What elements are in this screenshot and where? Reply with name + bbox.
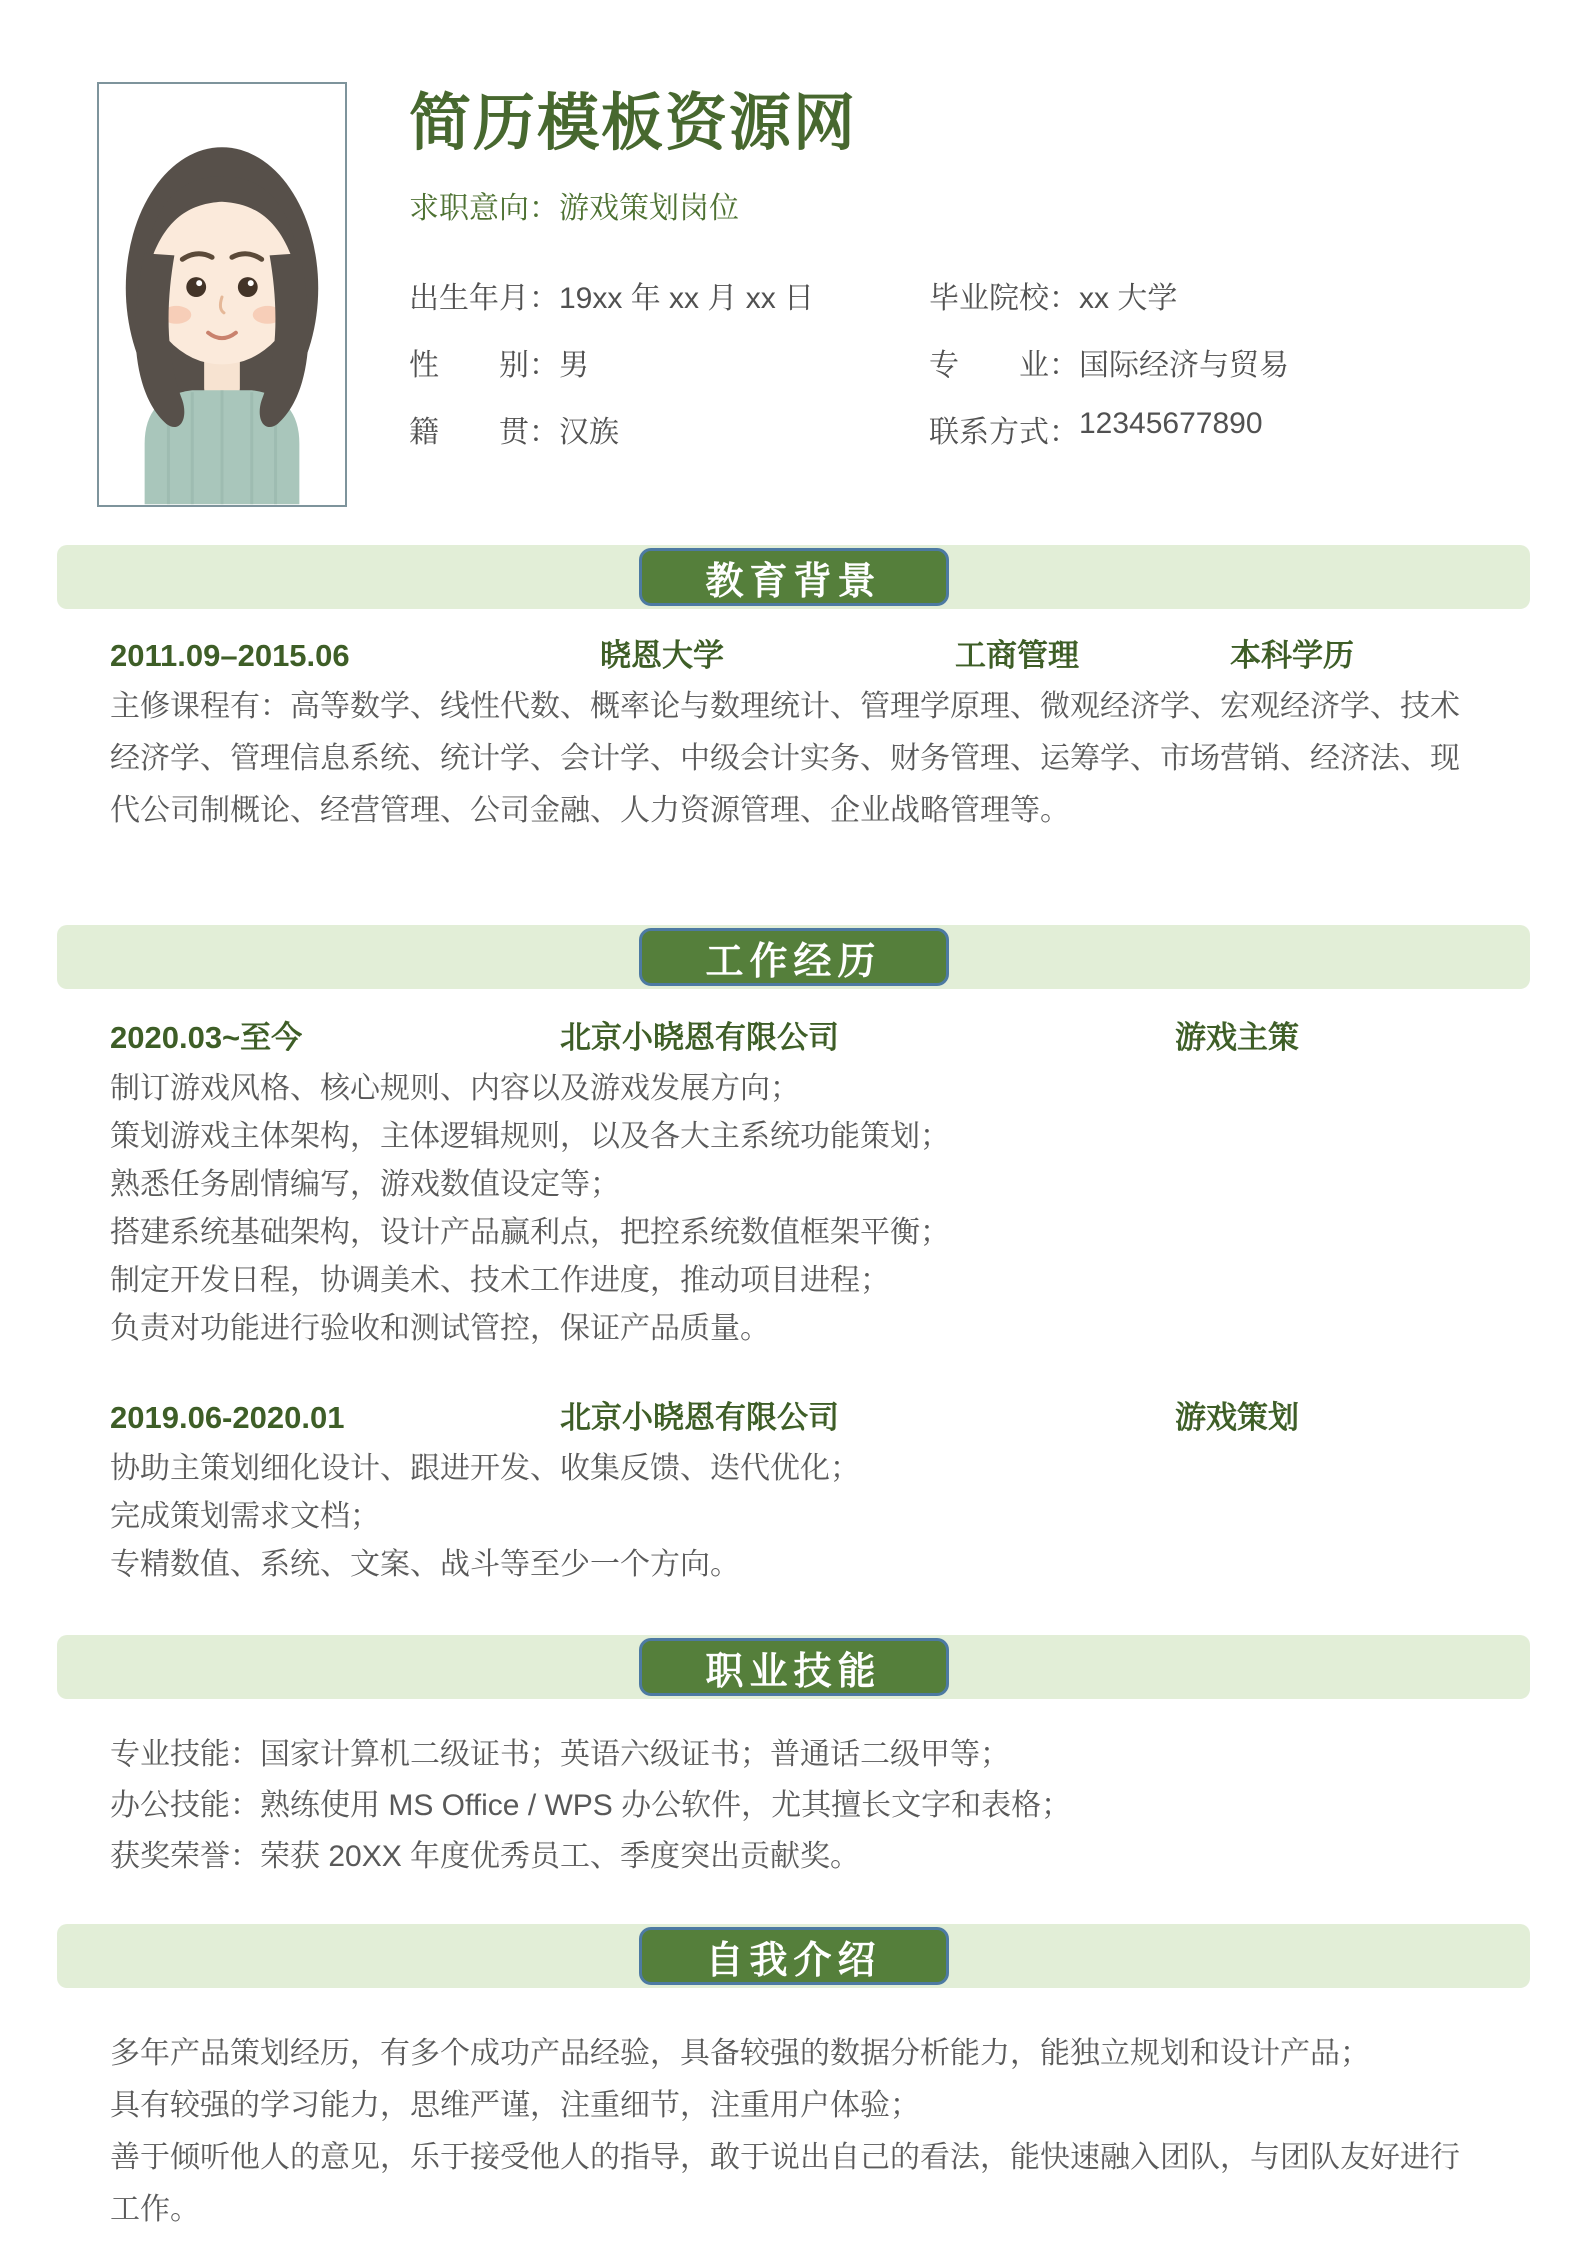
info-origin-label: 籍 贯： — [409, 416, 559, 450]
info-major — [929, 340, 1527, 384]
section-title-education: 教育背景 — [639, 548, 949, 606]
job-duty: 搭建系统基础架构，设计产品赢利点，把控系统数值框架平衡； — [110, 1216, 950, 1249]
section-banner-education — [57, 545, 1530, 609]
info-gender-label: 性 别： — [409, 349, 559, 383]
info-school-value: xx 大学 — [1079, 282, 1178, 316]
info-origin — [409, 407, 929, 451]
job-period: 2020.03~至今 — [110, 1020, 303, 1055]
info-contact — [929, 407, 1527, 451]
resume-header — [0, 0, 1587, 507]
job-duty: 制订游戏风格、核心规则、内容以及游戏发展方向； — [110, 1072, 800, 1105]
personal-info-grid — [409, 273, 1527, 451]
skill-line: 获奖荣誉：荣获 20XX 年度优秀员工、季度突出贡献奖。 — [110, 1840, 861, 1873]
job-duties — [110, 1445, 1487, 1589]
intro-line: 善于倾听他人的意见，乐于接受他人的指导，敢于说出自己的看法，能快速融入团队，与团队友好进行工作。 — [110, 2141, 1460, 2226]
info-birth-label: 出生年月： — [409, 282, 559, 316]
education-period: 2011.09–2015.06 — [110, 638, 350, 673]
education-school: 晓恩大学 — [600, 638, 724, 673]
job-objective: 求职意向：游戏策划岗位 — [409, 192, 739, 226]
section-title-work: 工作经历 — [639, 928, 949, 986]
job-duty: 制定开发日程，协调美术、技术工作进度，推动项目进程； — [110, 1264, 890, 1297]
job-duty: 策划游戏主体架构，主体逻辑规则，以及各大主系统功能策划； — [110, 1120, 950, 1153]
info-gender — [409, 340, 929, 384]
info-contact-label: 联系方式： — [929, 416, 1079, 450]
job-company: 北京小晓恩有限公司 — [560, 1020, 839, 1055]
job-duty: 熟悉任务剧情编写，游戏数值设定等； — [110, 1168, 620, 1201]
intro-content — [110, 2028, 1487, 2236]
job-company: 北京小晓恩有限公司 — [560, 1400, 839, 1435]
info-birth-value: 19xx 年 xx 月 xx 日 — [559, 282, 815, 316]
section-banner-work — [57, 925, 1530, 989]
info-gender-value: 男 — [559, 349, 589, 383]
info-origin-value: 汉族 — [559, 416, 619, 450]
candidate-name: 简历模板资源网 — [409, 89, 858, 158]
intro-line: 多年产品策划经历，有多个成功产品经验，具备较强的数据分析能力，能独立规划和设计产品； — [110, 2037, 1370, 2070]
section-banner-intro — [57, 1924, 1530, 1988]
section-title-skills: 职业技能 — [639, 1638, 949, 1696]
info-school-label: 毕业院校： — [929, 282, 1079, 316]
section-title-intro: 自我介绍 — [639, 1927, 949, 1985]
job-role: 游戏主策 — [1175, 1020, 1299, 1055]
job-duty: 专精数值、系统、文案、战斗等至少一个方向。 — [110, 1548, 740, 1581]
info-major-value: 国际经济与贸易 — [1079, 349, 1289, 383]
profile-photo — [97, 82, 347, 507]
info-contact-value: 12345677890 — [1079, 407, 1263, 441]
skills-content — [110, 1729, 1487, 1882]
job-entry-header — [110, 1397, 1487, 1439]
job-entry-header — [110, 1017, 1487, 1059]
job-period: 2019.06-2020.01 — [110, 1400, 345, 1435]
info-birth — [409, 273, 929, 317]
job-duties — [110, 1065, 1487, 1353]
skill-line: 专业技能：国家计算机二级证书；英语六级证书；普通话二级甲等； — [110, 1738, 1010, 1771]
education-degree: 本科学历 — [1230, 638, 1354, 673]
section-banner-skills — [57, 1635, 1530, 1699]
avatar-illustration — [99, 84, 345, 505]
education-major: 工商管理 — [955, 638, 1079, 673]
info-major-label: 专 业： — [929, 349, 1079, 383]
header-main — [409, 82, 1527, 507]
education-content — [110, 635, 1487, 837]
job-duty: 完成策划需求文档； — [110, 1500, 380, 1533]
education-courses: 主修课程有：高等数学、线性代数、概率论与数理统计、管理学原理、微观经济学、宏观经济学、技术经济学、管理信息系统、统计学、会计学、中级会计实务、财务管理、运筹学、市场营销、经济法、现代公司制概论、经营管理、公司金融、人力资源管理、企业战略管理等。 — [110, 690, 1460, 827]
job-duty: 协助主策划细化设计、跟进开发、收集反馈、迭代优化； — [110, 1452, 860, 1485]
job-role: 游戏策划 — [1175, 1400, 1299, 1435]
intro-line: 具有较强的学习能力，思维严谨，注重细节，注重用户体验； — [110, 2089, 920, 2122]
work-content — [110, 1017, 1487, 1589]
job-duty: 负责对功能进行验收和测试管控，保证产品质量。 — [110, 1312, 770, 1345]
skill-line: 办公技能：熟练使用 MS Office / WPS 办公软件，尤其擅长文字和表格； — [110, 1789, 1072, 1822]
education-entry-header — [110, 635, 1487, 677]
info-school — [929, 273, 1527, 317]
